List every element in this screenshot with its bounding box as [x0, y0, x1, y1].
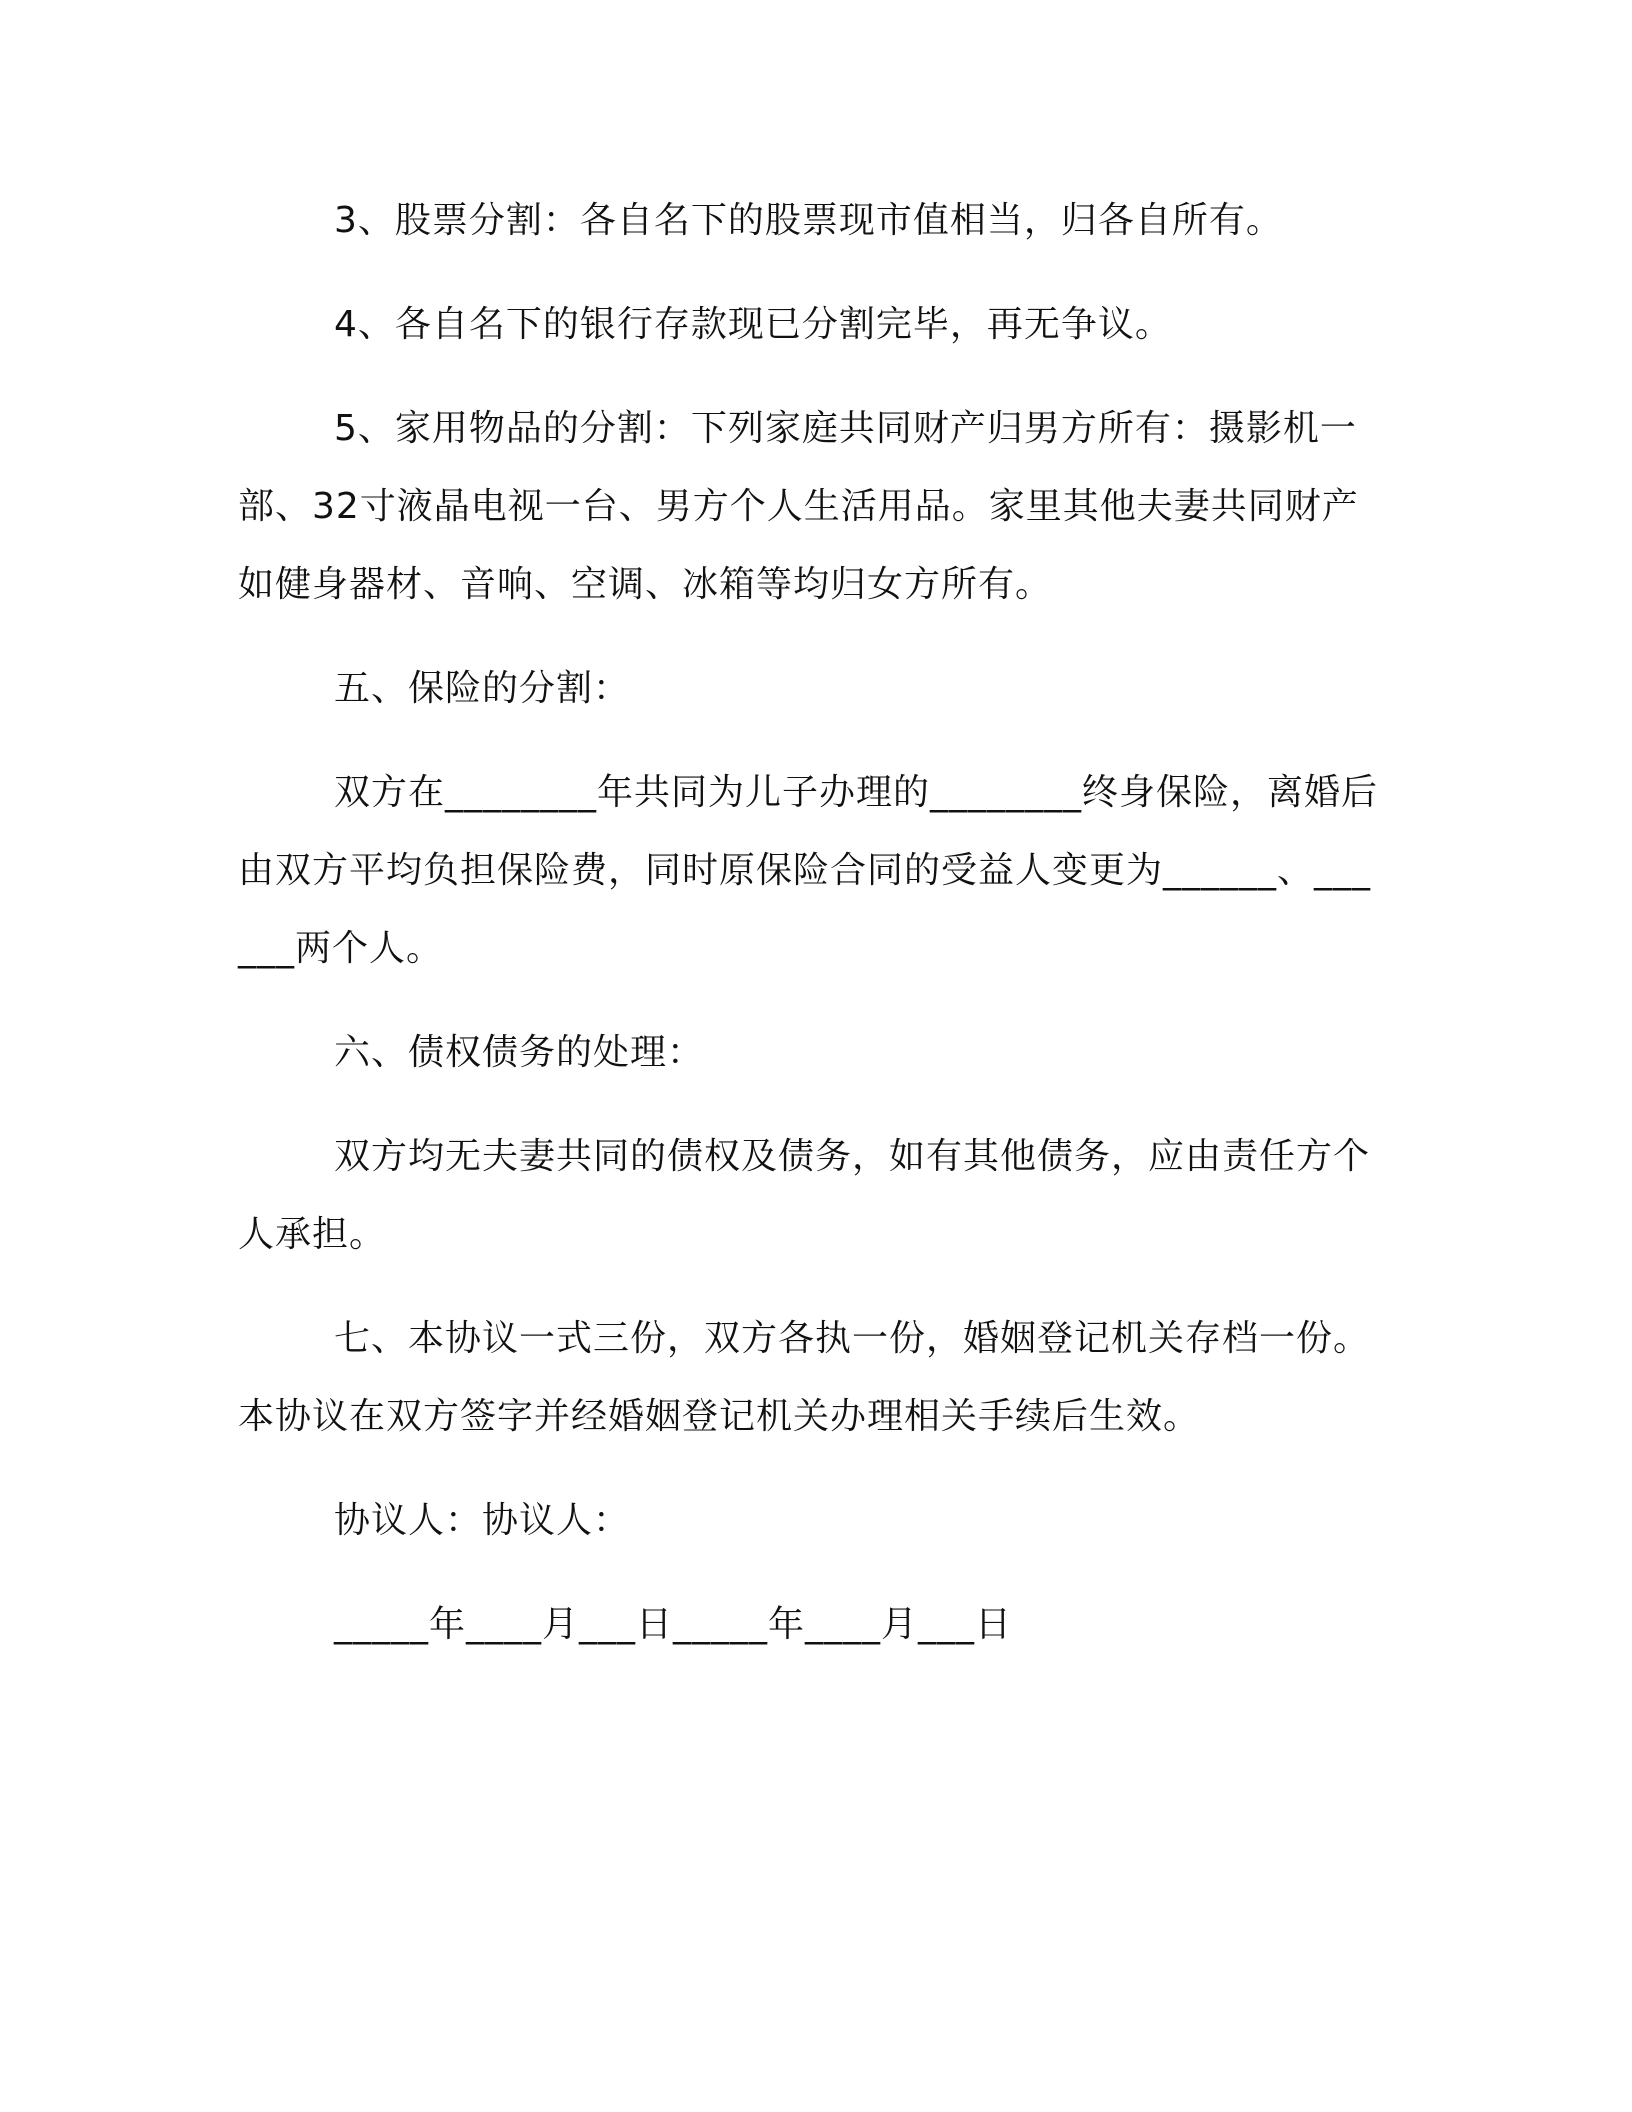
heading-debts: 六、债权债务的处理： [334, 1032, 705, 1073]
paragraph-household-items: 5、家用物品的分割：下列家庭共同财产归男方所有：摄影机一部、32寸液晶电视一台、男方个人生活用品。家里其他夫妻共同财产如健身器材、音响、空调、冰箱等均归女方所有。 [238, 408, 1359, 605]
paragraph-debts: 双方均无夫妻共同的债权及债务，如有其他债务，应由责任方个人承担。 [238, 1136, 1371, 1255]
date-line: _____年____月___日_____年____月___日 [334, 1604, 1013, 1645]
paragraph-insurance: 双方在________年共同为儿子办理的________终身保险，离婚后由双方平均负担保险费，同时原保险合同的受益人变更为______、______两个人。 [238, 772, 1379, 969]
paragraph-bank-deposit: 4、各自名下的银行存款现已分割完毕，再无争议。 [334, 304, 1172, 345]
paragraph-agreement-copies: 七、本协议一式三份，双方各执一份，婚姻登记机关存档一份。本协议在双方签字并经婚姻登记机关办理相关手续后生效。 [238, 1318, 1371, 1437]
signature-line: 协议人：协议人： [334, 1500, 631, 1541]
paragraph-stock-division: 3、股票分割：各自名下的股票现市值相当，归各自所有。 [334, 200, 1283, 241]
document-body [238, 182, 1388, 1690]
heading-insurance-division: 五、保险的分割： [334, 668, 631, 709]
